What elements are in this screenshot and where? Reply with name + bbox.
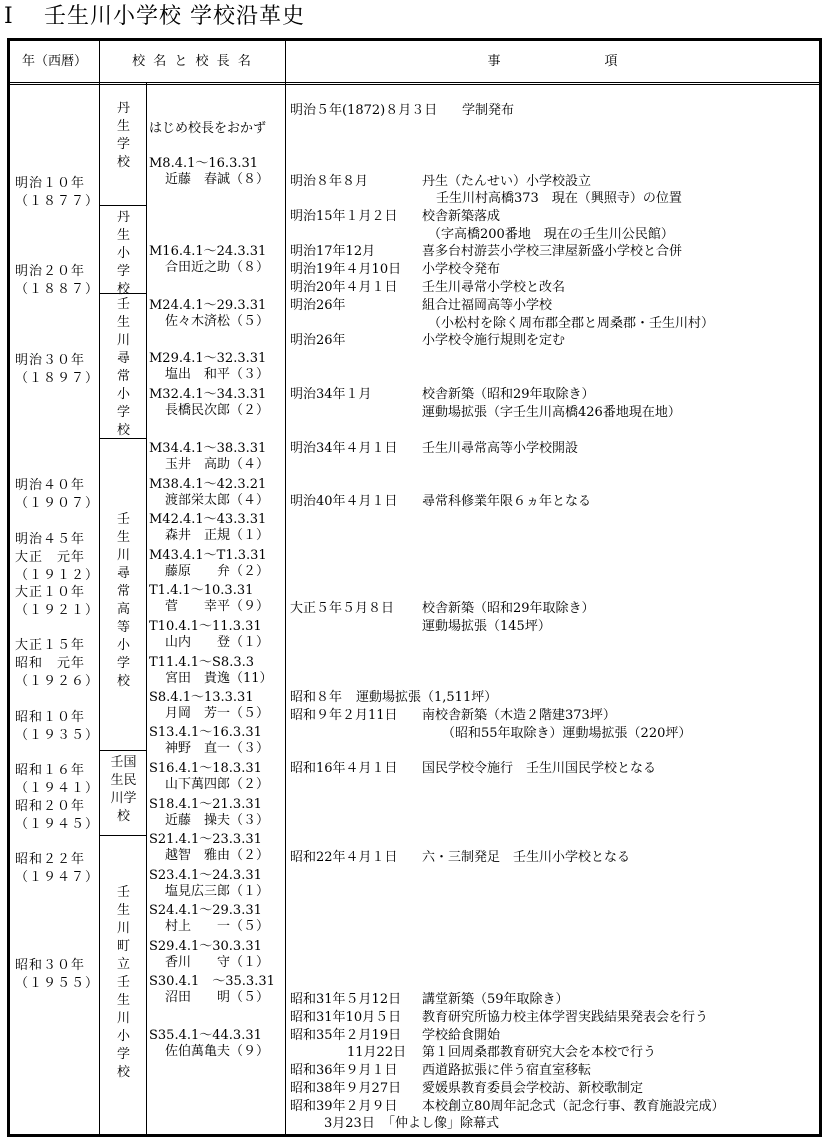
event-date: 昭和31年10月５日 <box>290 1010 402 1025</box>
school-name: 壬 生 川 尋 常 小 学 校 <box>116 297 130 438</box>
principal-term: S21.4.1～23.3.31 越智 雅由（２） <box>149 832 270 863</box>
event-text: 第１回周桑郡教育研究大会を本校で行う <box>422 1045 657 1060</box>
principal-term: M38.4.1～42.3.21 渡部栄太郎（４） <box>149 477 270 508</box>
year-entry: 昭和３０年 （１９５５） <box>15 958 100 991</box>
year-entry: 明治２０年 （１８８７） <box>15 264 100 297</box>
column-divider <box>285 41 286 1134</box>
year-entry: 明治１０年 （１８７７） <box>15 176 100 209</box>
event-text: 壬生川尋常小学校と改名 <box>422 280 566 295</box>
event-text: 運動場拡張（145坪） <box>422 619 551 634</box>
school-name: 壬 生 川 尋 常 高 等 小 学 校 <box>116 512 130 689</box>
principal-term: S16.4.1～18.3.31 山下萬四郎（２） <box>149 761 270 792</box>
event-date: 11月22日 <box>347 1045 407 1060</box>
year-entry: 明治４０年 （１９０７） <box>15 478 100 511</box>
event-text: 校舎新築落成 <box>422 209 501 224</box>
event-text: 小学校令発布 <box>422 262 501 277</box>
event-text: 運動場拡張（1,511坪） <box>356 690 498 705</box>
event-date: 昭和９年２月11日 <box>290 708 398 723</box>
event-date: 昭和38年９月27日 <box>290 1081 402 1096</box>
principal-term: M43.4.1～T1.3.31 藤原 弁（２） <box>149 548 270 579</box>
event-text: 校舎新築（昭和29年取除き） <box>422 601 595 616</box>
event-text: 教育研究所協力校主体学習実践結果発表会を行う <box>422 1010 709 1025</box>
event-date: 昭和35年２月19日 <box>290 1028 402 1043</box>
event-date: 昭和39年２月９日 <box>290 1099 398 1114</box>
principal-term: M29.4.1～32.3.31 塩出 和平（３） <box>149 351 270 382</box>
school-name: 壬国 生民 川学 校 <box>110 755 137 824</box>
principal-term: T1.4.1～10.3.31 菅 幸平（９） <box>149 583 270 614</box>
principal-term: S8.4.1～13.3.31 月岡 芳一（５） <box>149 690 270 721</box>
event-text: 国民学校令施行 壬生川国民学校となる <box>422 761 657 776</box>
event-date: 昭和22年４月１日 <box>290 850 398 865</box>
principal-none: はじめ校長をおかず <box>149 121 267 136</box>
year-entry: 昭和１０年 （１９３５） <box>15 710 100 743</box>
school-divider <box>99 205 146 206</box>
event-date: 3月23日 <box>324 1116 375 1131</box>
event-text: 学校給食開始 <box>422 1028 501 1043</box>
school-divider <box>99 750 146 751</box>
event-text: 壬生川村高橋373 現在（興照寺）の位置 <box>436 191 682 206</box>
event-date: 昭和36年９月１日 <box>290 1063 398 1078</box>
principal-term: S35.4.1～44.3.31 佐伯萬亀夫（９） <box>149 1028 270 1059</box>
school-column-divider <box>146 83 147 1134</box>
event-date: 明治20年４月１日 <box>290 280 398 295</box>
principal-term: S24.4.1～29.3.31 村上 一（５） <box>149 903 270 934</box>
event-text: （小松村を除く周布郡全郡と周桑郡・壬生川村） <box>428 316 715 331</box>
school-name: 丹 生 小 学 校 <box>116 210 130 297</box>
principal-term: S30.4.1 ～35.3.31 沼田 明（５） <box>149 974 275 1005</box>
principal-term: M24.4.1～29.3.31 佐々木済松（５） <box>149 298 270 329</box>
principal-term: M8.4.1～16.3.31 近藤 春誠（８） <box>149 156 270 187</box>
year-entry: 昭和１６年 （１９４１） <box>15 763 100 796</box>
event-text: 壬生川尋常高等小学校開設 <box>422 441 579 456</box>
year-entry: 大正１５年 昭和 元年 <box>15 638 86 671</box>
event-date: 昭和８年 <box>290 690 343 705</box>
event-date: 大正５年５月８日 <box>290 601 395 616</box>
event-text: 講堂新築（59年取除き） <box>422 992 569 1007</box>
event-text: 尋常科修業年限６ヵ年となる <box>422 494 592 509</box>
header-divider <box>10 82 819 85</box>
principal-term: S29.4.1～30.3.31 香川 守（１） <box>149 939 270 970</box>
event-date: 明治34年１月 <box>290 387 372 402</box>
event-text: 南校舎新築（木造２階建373坪） <box>422 708 616 723</box>
event-text: 愛媛県教育委員会学校訪、新校歌制定 <box>422 1081 644 1096</box>
principal-term: M34.4.1～38.3.31 玉井 高助（４） <box>149 441 270 472</box>
event-text: 組合辻福岡高等小学校 <box>422 298 553 313</box>
header-year: 年（西暦） <box>21 54 87 69</box>
event-date: 明治34年４月１日 <box>290 441 398 456</box>
event-text: 小学校令施行規則を定む <box>422 333 566 348</box>
header-principal: 校 名 と 校 長 名 <box>132 54 253 69</box>
year-entry: 明治３０年 （１８９７） <box>15 353 100 386</box>
principal-term: S23.4.1～24.3.31 塩見広三郎（１） <box>149 868 270 899</box>
event-text: 学制発布 <box>462 103 515 118</box>
principal-term: S13.4.1～16.3.31 神野 直一（３） <box>149 725 270 756</box>
event-date: 明治17年12月 <box>290 244 376 259</box>
title-text: 壬生川小学校 学校沿革史 <box>44 4 305 29</box>
event-text: 校舎新築（昭和29年取除き） <box>422 387 595 402</box>
event-date: 明治19年４月10日 <box>290 262 402 277</box>
principal-term: M16.4.1～24.3.31 合田近之助（８） <box>149 244 270 275</box>
school-name: 丹 生 学 校 <box>116 101 130 170</box>
year-entry: 昭和２０年 （１９４５） <box>15 799 100 832</box>
event-date: 明治40年４月１日 <box>290 494 398 509</box>
event-date: 明治26年 <box>290 333 346 348</box>
principal-term: T11.4.1～S8.3.3 宮田 貴逸（11） <box>149 655 273 686</box>
event-date: 明治８年８月 <box>290 174 369 189</box>
event-date: 明治26年 <box>290 298 346 313</box>
principal-term: M42.4.1～43.3.31 森井 正規（１） <box>149 512 270 543</box>
year-entry: （１９２６） <box>15 674 100 689</box>
section-number: I <box>4 4 14 29</box>
year-entry: （１９１２） <box>15 568 100 583</box>
year-entry: 大正１０年 （１９２１） <box>15 585 100 618</box>
event-text: 丹生（たんせい）小学校設立 <box>422 174 592 189</box>
principal-term: M32.4.1～34.3.31 長橋民次郎（２） <box>149 387 270 418</box>
principal-term: S18.4.1～21.3.31 近藤 操夫（３） <box>149 797 270 828</box>
event-text: 喜多台村游芸小学校三津屋新盛小学校と合併 <box>422 244 683 259</box>
event-date: 昭和31年５月12日 <box>290 992 402 1007</box>
event-text: 本校創立80周年記念式（記念行事、教育施設完成） <box>422 1099 725 1114</box>
principal-term: T10.4.1～11.3.31 山内 登（１） <box>149 619 270 650</box>
event-text: 西道路拡張に伴う宿直室移転 <box>422 1063 592 1078</box>
page-title <box>4 0 305 34</box>
event-date: 明治15年１月２日 <box>290 209 398 224</box>
year-entry: 昭和２２年 （１９４７） <box>15 852 100 885</box>
event-text: （昭和55年取除き）運動場拡張（220坪） <box>442 726 692 741</box>
event-date: 昭和16年４月１日 <box>290 761 398 776</box>
history-table <box>7 38 822 1137</box>
year-entry: 明治４５年 大正 元年 <box>15 532 86 565</box>
event-text: 運動場拡張（字壬生川高橋426番地現在地） <box>422 405 681 420</box>
school-divider <box>99 835 146 836</box>
header-events: 事 項 <box>487 54 618 69</box>
event-date: 明治５年(1872)８月３日 <box>290 103 438 118</box>
school-name: 壬 生 川 町 立 壬 生 川 小 学 校 <box>116 885 130 1080</box>
event-text: 六・三制発足 壬生川小学校となる <box>422 850 631 865</box>
event-text: （字高橋200番地 現在の壬生川公民館） <box>428 227 674 242</box>
event-text: 「仲よし像」除幕式 <box>382 1116 500 1131</box>
